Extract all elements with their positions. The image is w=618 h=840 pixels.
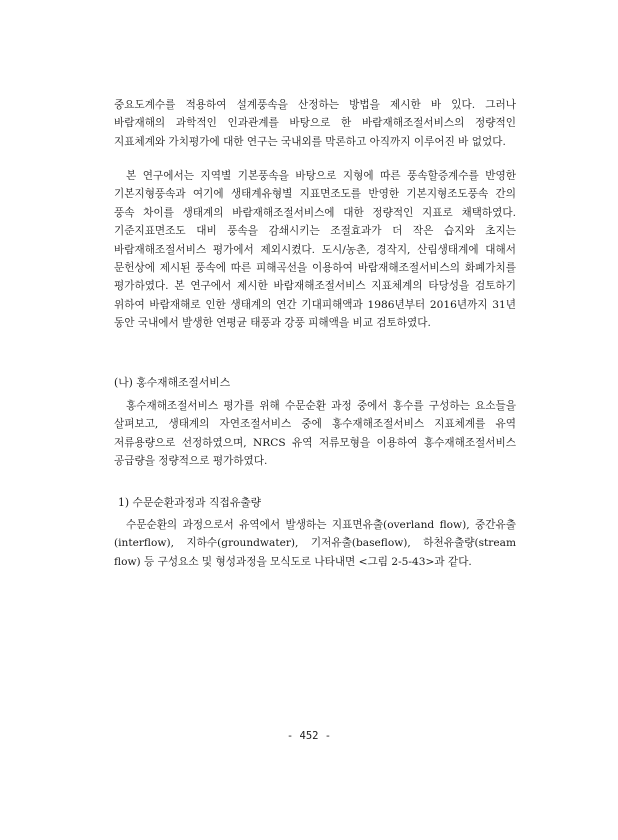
section-heading: (나) 홍수재해조절서비스 xyxy=(114,376,231,389)
body-paragraph-2: 본 연구에서는 지역별 기본풍속을 바탕으로 지형에 따른 풍속할증계수를 반영한 기본지형풍속과 여기에 생태계유형별 지표면조도를 반영한 기본지형조도풍속 간의 풍속 차이를 생태계의 바람재해조절서비스에 대한 정량적인 지표로 채택하였다. 기준지표면조도 대비 풍속을 감쇄시키는 조절효과가 더 작은 습지와 초지는 바람재해조절서비스 평가에서 제외시켰다. 도시/농촌, 경작지, 산림생태계에 대해서 문헌상에 제시된 풍속에 따른 피해곡선을 이용하여 바람재해조절서비스의 화폐가치를 평가하였다. 본 연구에서 제시한 바람재해조절서비스 지표체계의 타당성을 검토하기 위하여 바람재해로 인한 생태계의 연간 기대피해액과 1986년부터 2016년까지 31년 동안 국내에서 발생한 연평균 태풍과 강풍 피해액을 비교 검토하였다. xyxy=(114,170,516,330)
body-paragraph-4: 수문순환의 과정으로서 유역에서 발생하는 지표면유출(overland flow), 중간유출(interflow), 지하수(groundwater), 기저유출(baseflow), 하천유출량(stream flow) 등 구성요소 및 형성과정을 모식도로 나타내면 <그림 2-5-43>과 같다. xyxy=(114,519,516,568)
body-paragraph-3: 홍수재해조절서비스 평가를 위해 수문순환 과정 중에서 홍수를 구성하는 요소들을 살펴보고, 생태계의 자연조절서비스 중에 홍수재해조절서비스 지표체계를 유역 저류용량으로 선정하였으며, NRCS 유역 저류모형을 이용하여 홍수재해조절서비스 공급량을 정량적으로 평가하였다. xyxy=(114,400,516,468)
page-number: - 452 - xyxy=(286,730,332,742)
subsection-heading: 1) 수문순환과정과 직접유출량 xyxy=(118,496,262,509)
body-paragraph-1: 중요도계수를 적용하여 설계풍속을 산정하는 방법을 제시한 바 있다. 그러나 바람재해의 과학적인 인과관계를 바탕으로 한 바람재해조절서비스의 정량적인 지표체계와 가치평가에 대한 연구는 국내외를 막론하고 아직까지 이루어진 바 없었다. xyxy=(114,99,516,148)
